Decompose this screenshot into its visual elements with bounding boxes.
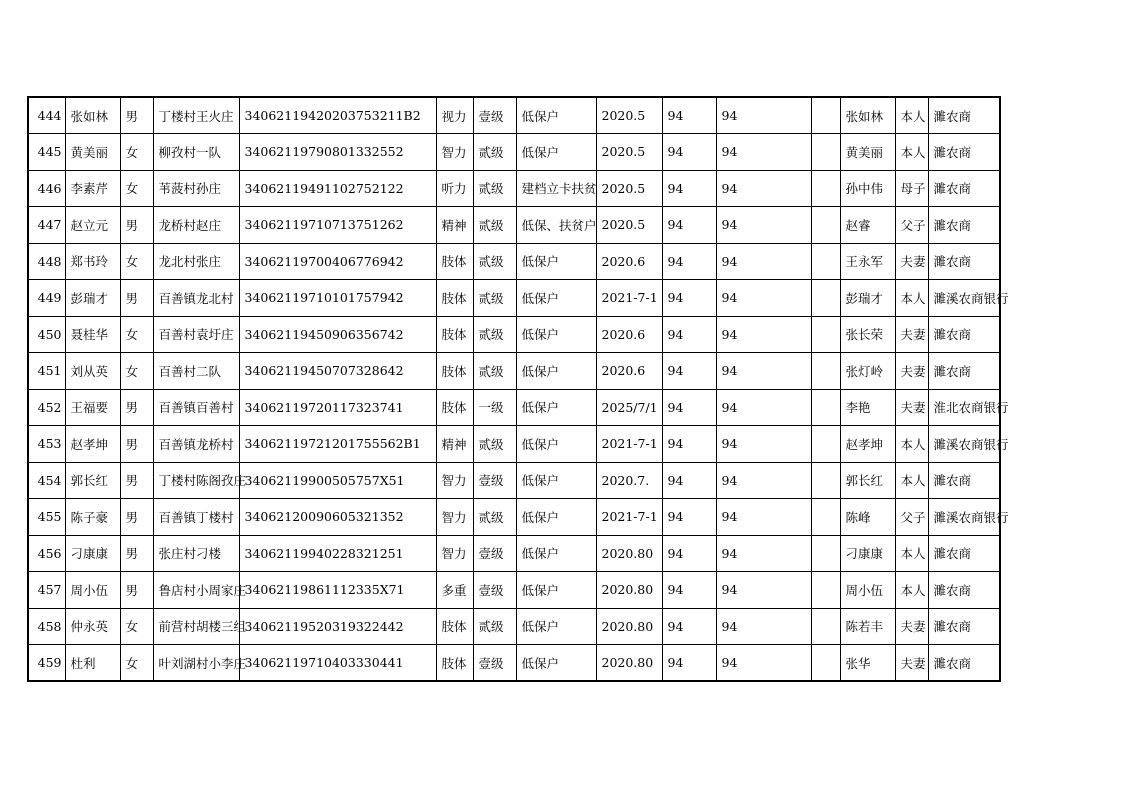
cell-row-number: 456	[28, 535, 65, 572]
cell-address: 鲁店村小周家庄	[153, 572, 239, 609]
cell-disability-type: 肢体	[436, 389, 473, 426]
cell-date: 2020.80	[596, 572, 662, 609]
cell-blank	[811, 499, 840, 536]
table-body	[28, 97, 1009, 681]
cell-payee: 彭瑞才	[840, 280, 895, 317]
cell-date: 2020.6	[596, 243, 662, 280]
cell-household-type: 低保、扶贫户	[516, 207, 596, 244]
cell-bank: 濉农商	[928, 608, 1000, 645]
cell-address: 丁楼村王火庄	[153, 97, 239, 134]
cell-id-number: 34062119700406776942	[239, 243, 436, 280]
cell-blank	[811, 170, 840, 207]
cell-household-type: 低保户	[516, 426, 596, 463]
cell-gender: 男	[120, 207, 153, 244]
cell-id-number: 34062120090605321352	[239, 499, 436, 536]
table-row	[28, 462, 1000, 499]
cell-date: 2020.80	[596, 535, 662, 572]
cell-amount-a: 94	[662, 97, 716, 134]
cell-id-number: 34062119520319322442	[239, 608, 436, 645]
cell-disability-type: 多重	[436, 572, 473, 609]
cell-amount-a: 94	[662, 608, 716, 645]
cell-amount-b: 94	[716, 243, 811, 280]
cell-address: 百善村二队	[153, 353, 239, 390]
cell-amount-b: 94	[716, 207, 811, 244]
table-row	[28, 280, 1000, 317]
cell-blank	[811, 134, 840, 171]
cell-address: 丁楼村陈阁孜庄	[153, 462, 239, 499]
cell-id-number: 34062119861112335X71	[239, 572, 436, 609]
cell-disability-type: 肢体	[436, 645, 473, 682]
cell-household-type: 低保户	[516, 243, 596, 280]
cell-address: 百善镇百善村	[153, 389, 239, 426]
table-row	[28, 207, 1000, 244]
cell-payee: 李艳	[840, 389, 895, 426]
table-row	[28, 316, 1000, 353]
cell-payee: 刁康康	[840, 535, 895, 572]
cell-bank: 濉农商	[928, 97, 1000, 134]
cell-date: 2021-7-1	[596, 426, 662, 463]
table-row	[28, 170, 1000, 207]
cell-name: 杜利	[65, 645, 120, 682]
cell-relation: 本人	[895, 426, 928, 463]
cell-blank	[811, 316, 840, 353]
cell-relation: 夫妻	[895, 389, 928, 426]
cell-address: 柳孜村一队	[153, 134, 239, 171]
cell-address: 龙北村张庄	[153, 243, 239, 280]
cell-disability-type: 智力	[436, 535, 473, 572]
cell-date: 2020.5	[596, 207, 662, 244]
cell-gender: 男	[120, 499, 153, 536]
cell-disability-type: 肢体	[436, 280, 473, 317]
cell-amount-b: 94	[716, 608, 811, 645]
cell-disability-type: 肢体	[436, 353, 473, 390]
cell-payee: 王永军	[840, 243, 895, 280]
cell-amount-a: 94	[662, 535, 716, 572]
cell-gender: 男	[120, 389, 153, 426]
cell-amount-a: 94	[662, 353, 716, 390]
cell-disability-level: 贰级	[473, 353, 516, 390]
cell-amount-b: 94	[716, 499, 811, 536]
cell-amount-b: 94	[716, 170, 811, 207]
cell-id-number: 34062119721201755562B1	[239, 426, 436, 463]
cell-gender: 女	[120, 243, 153, 280]
cell-address: 龙桥村赵庄	[153, 207, 239, 244]
table-row	[28, 97, 1000, 134]
cell-bank: 濉农商	[928, 134, 1000, 171]
cell-date: 2020.5	[596, 97, 662, 134]
cell-name: 聂桂华	[65, 316, 120, 353]
cell-row-number: 454	[28, 462, 65, 499]
cell-amount-a: 94	[662, 243, 716, 280]
cell-name: 张如林	[65, 97, 120, 134]
cell-gender: 女	[120, 353, 153, 390]
data-table	[27, 96, 1009, 682]
cell-amount-b: 94	[716, 280, 811, 317]
cell-bank: 濉溪农商银行	[928, 280, 1000, 317]
cell-disability-level: 一级	[473, 389, 516, 426]
cell-row-number: 447	[28, 207, 65, 244]
cell-amount-b: 94	[716, 426, 811, 463]
cell-bank: 淮北农商银行	[928, 389, 1000, 426]
cell-disability-level: 贰级	[473, 316, 516, 353]
cell-household-type: 低保户	[516, 535, 596, 572]
cell-gender: 男	[120, 535, 153, 572]
cell-row-number: 448	[28, 243, 65, 280]
cell-disability-type: 肢体	[436, 316, 473, 353]
table-row	[28, 389, 1000, 426]
cell-address: 百善镇龙桥村	[153, 426, 239, 463]
cell-date: 2020.6	[596, 353, 662, 390]
cell-bank: 濉农商	[928, 243, 1000, 280]
cell-payee: 张灯岭	[840, 353, 895, 390]
cell-amount-b: 94	[716, 353, 811, 390]
cell-relation: 本人	[895, 462, 928, 499]
cell-relation: 本人	[895, 134, 928, 171]
cell-disability-type: 智力	[436, 499, 473, 536]
cell-household-type: 低保户	[516, 389, 596, 426]
cell-payee: 周小伍	[840, 572, 895, 609]
cell-date: 2020.5	[596, 134, 662, 171]
cell-relation: 夫妻	[895, 243, 928, 280]
cell-relation: 夫妻	[895, 316, 928, 353]
cell-relation: 本人	[895, 572, 928, 609]
cell-gender: 男	[120, 426, 153, 463]
cell-blank	[811, 608, 840, 645]
cell-payee: 陈若丰	[840, 608, 895, 645]
cell-amount-b: 94	[716, 462, 811, 499]
table-row	[28, 608, 1000, 645]
cell-name: 李素芹	[65, 170, 120, 207]
cell-amount-b: 94	[716, 389, 811, 426]
cell-name: 刘从英	[65, 353, 120, 390]
cell-date: 2025/7/1	[596, 389, 662, 426]
cell-row-number: 458	[28, 608, 65, 645]
table-row	[28, 535, 1000, 572]
cell-household-type: 低保户	[516, 316, 596, 353]
table-row	[28, 645, 1000, 682]
cell-bank: 濉农商	[928, 207, 1000, 244]
cell-date: 2020.5	[596, 170, 662, 207]
cell-address: 百善镇丁楼村	[153, 499, 239, 536]
cell-disability-type: 肢体	[436, 608, 473, 645]
cell-blank	[811, 280, 840, 317]
table-row	[28, 134, 1000, 171]
cell-bank: 濉农商	[928, 645, 1000, 682]
cell-disability-type: 视力	[436, 97, 473, 134]
cell-bank: 濉农商	[928, 462, 1000, 499]
cell-disability-type: 智力	[436, 134, 473, 171]
cell-bank: 濉溪农商银行	[928, 499, 1000, 536]
cell-row-number: 452	[28, 389, 65, 426]
cell-row-number: 453	[28, 426, 65, 463]
cell-name: 黄美丽	[65, 134, 120, 171]
cell-name: 赵孝坤	[65, 426, 120, 463]
cell-id-number: 34062119491102752122	[239, 170, 436, 207]
cell-bank: 濉溪农商银行	[928, 426, 1000, 463]
cell-blank	[811, 353, 840, 390]
cell-disability-level: 壹级	[473, 97, 516, 134]
cell-amount-a: 94	[662, 280, 716, 317]
cell-disability-type: 精神	[436, 207, 473, 244]
cell-blank	[811, 97, 840, 134]
cell-id-number: 34062119790801332552	[239, 134, 436, 171]
cell-disability-level: 贰级	[473, 280, 516, 317]
cell-gender: 男	[120, 462, 153, 499]
cell-relation: 夫妻	[895, 353, 928, 390]
cell-address: 前营村胡楼三组	[153, 608, 239, 645]
cell-address: 百善村袁圩庄	[153, 316, 239, 353]
cell-name: 陈子豪	[65, 499, 120, 536]
cell-row-number: 459	[28, 645, 65, 682]
cell-row-number: 446	[28, 170, 65, 207]
cell-disability-level: 贰级	[473, 243, 516, 280]
cell-amount-a: 94	[662, 134, 716, 171]
cell-household-type: 低保户	[516, 608, 596, 645]
cell-bank: 濉农商	[928, 316, 1000, 353]
cell-amount-a: 94	[662, 499, 716, 536]
cell-row-number: 444	[28, 97, 65, 134]
cell-address: 百善镇龙北村	[153, 280, 239, 317]
cell-payee: 张如林	[840, 97, 895, 134]
cell-payee: 陈峰	[840, 499, 895, 536]
cell-relation: 本人	[895, 280, 928, 317]
cell-household-type: 低保户	[516, 645, 596, 682]
cell-amount-b: 94	[716, 134, 811, 171]
cell-id-number: 34062119420203753211B2	[239, 97, 436, 134]
cell-blank	[811, 389, 840, 426]
cell-disability-level: 贰级	[473, 134, 516, 171]
cell-name: 刁康康	[65, 535, 120, 572]
cell-date: 2021-7-1	[596, 280, 662, 317]
cell-blank	[811, 462, 840, 499]
cell-payee: 郭长红	[840, 462, 895, 499]
cell-household-type: 低保户	[516, 280, 596, 317]
cell-payee: 张长荣	[840, 316, 895, 353]
cell-name: 郑书玲	[65, 243, 120, 280]
cell-name: 赵立元	[65, 207, 120, 244]
cell-gender: 男	[120, 572, 153, 609]
cell-date: 2020.7.	[596, 462, 662, 499]
cell-relation: 本人	[895, 97, 928, 134]
cell-name: 彭瑞才	[65, 280, 120, 317]
cell-id-number: 34062119720117323741	[239, 389, 436, 426]
cell-row-number: 451	[28, 353, 65, 390]
cell-household-type: 低保户	[516, 353, 596, 390]
cell-amount-a: 94	[662, 462, 716, 499]
cell-payee: 黄美丽	[840, 134, 895, 171]
cell-gender: 男	[120, 97, 153, 134]
cell-date: 2021-7-1	[596, 499, 662, 536]
cell-row-number: 457	[28, 572, 65, 609]
cell-household-type: 建档立卡扶贫	[516, 170, 596, 207]
cell-amount-a: 94	[662, 316, 716, 353]
cell-blank	[811, 426, 840, 463]
cell-bank: 濉农商	[928, 535, 1000, 572]
table-row	[28, 426, 1000, 463]
cell-disability-level: 贰级	[473, 426, 516, 463]
cell-date: 2020.80	[596, 645, 662, 682]
cell-household-type: 低保户	[516, 572, 596, 609]
cell-name: 仲永英	[65, 608, 120, 645]
cell-payee: 赵孝坤	[840, 426, 895, 463]
cell-blank	[811, 572, 840, 609]
cell-gender: 女	[120, 170, 153, 207]
cell-amount-b: 94	[716, 645, 811, 682]
cell-amount-b: 94	[716, 572, 811, 609]
cell-relation: 母子	[895, 170, 928, 207]
cell-blank	[811, 645, 840, 682]
cell-amount-a: 94	[662, 426, 716, 463]
cell-relation: 父子	[895, 499, 928, 536]
cell-gender: 女	[120, 608, 153, 645]
cell-row-number: 449	[28, 280, 65, 317]
cell-id-number: 34062119450707328642	[239, 353, 436, 390]
cell-relation: 本人	[895, 535, 928, 572]
cell-row-number: 445	[28, 134, 65, 171]
cell-row-number: 455	[28, 499, 65, 536]
cell-disability-level: 贰级	[473, 207, 516, 244]
cell-name: 周小伍	[65, 572, 120, 609]
cell-payee: 孙中伟	[840, 170, 895, 207]
cell-id-number: 34062119940228321251	[239, 535, 436, 572]
cell-disability-level: 壹级	[473, 645, 516, 682]
cell-disability-level: 壹级	[473, 462, 516, 499]
cell-id-number: 34062119710403330441	[239, 645, 436, 682]
cell-gender: 女	[120, 134, 153, 171]
cell-id-number: 34062119710101757942	[239, 280, 436, 317]
cell-disability-level: 贰级	[473, 608, 516, 645]
cell-gender: 女	[120, 645, 153, 682]
cell-disability-level: 贰级	[473, 170, 516, 207]
cell-gender: 女	[120, 316, 153, 353]
cell-household-type: 低保户	[516, 499, 596, 536]
cell-disability-level: 壹级	[473, 572, 516, 609]
cell-amount-a: 94	[662, 645, 716, 682]
cell-relation: 夫妻	[895, 608, 928, 645]
cell-disability-type: 智力	[436, 462, 473, 499]
cell-amount-a: 94	[662, 207, 716, 244]
cell-id-number: 34062119450906356742	[239, 316, 436, 353]
cell-address: 叶刘湖村小李庄	[153, 645, 239, 682]
cell-payee: 赵睿	[840, 207, 895, 244]
cell-household-type: 低保户	[516, 97, 596, 134]
cell-date: 2020.6	[596, 316, 662, 353]
cell-id-number: 34062119900505757X51	[239, 462, 436, 499]
cell-amount-a: 94	[662, 572, 716, 609]
table-row	[28, 243, 1000, 280]
cell-disability-type: 精神	[436, 426, 473, 463]
cell-relation: 父子	[895, 207, 928, 244]
cell-bank: 濉农商	[928, 170, 1000, 207]
cell-disability-level: 壹级	[473, 535, 516, 572]
cell-amount-b: 94	[716, 316, 811, 353]
cell-name: 郭长红	[65, 462, 120, 499]
cell-household-type: 低保户	[516, 134, 596, 171]
cell-blank	[811, 243, 840, 280]
table-row	[28, 353, 1000, 390]
cell-bank: 濉农商	[928, 353, 1000, 390]
cell-address: 张庄村刁楼	[153, 535, 239, 572]
cell-gender: 男	[120, 280, 153, 317]
cell-row-number: 450	[28, 316, 65, 353]
cell-household-type: 低保户	[516, 462, 596, 499]
cell-disability-type: 肢体	[436, 243, 473, 280]
cell-bank: 濉农商	[928, 572, 1000, 609]
table-row	[28, 499, 1000, 536]
cell-blank	[811, 207, 840, 244]
cell-payee: 张华	[840, 645, 895, 682]
cell-amount-a: 94	[662, 170, 716, 207]
cell-disability-level: 贰级	[473, 499, 516, 536]
cell-date: 2020.80	[596, 608, 662, 645]
cell-disability-type: 听力	[436, 170, 473, 207]
cell-address: 苇菠村孙庄	[153, 170, 239, 207]
cell-blank	[811, 535, 840, 572]
table-row	[28, 572, 1000, 609]
cell-amount-a: 94	[662, 389, 716, 426]
cell-amount-b: 94	[716, 535, 811, 572]
cell-amount-b: 94	[716, 97, 811, 134]
cell-name: 王福要	[65, 389, 120, 426]
cell-id-number: 34062119710713751262	[239, 207, 436, 244]
cell-relation: 夫妻	[895, 645, 928, 682]
